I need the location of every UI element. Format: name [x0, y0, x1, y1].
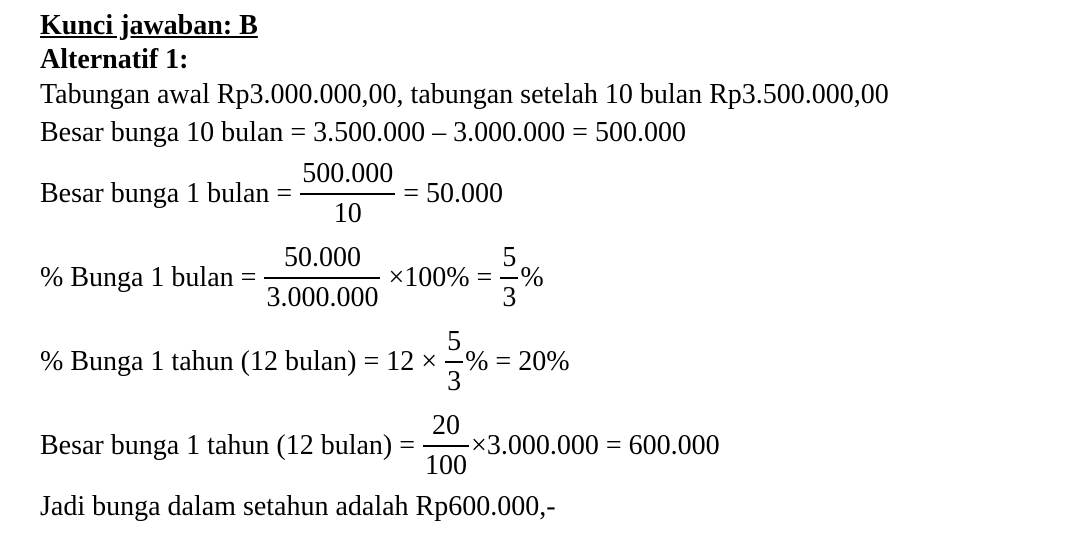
answer-document [40, 8, 1070, 526]
eq1-fraction [300, 155, 395, 233]
eq4-fraction [423, 407, 469, 485]
eq1-lhs: Besar bunga 1 bulan = [40, 178, 293, 209]
interest-10-months-line: Besar bunga 10 bulan = 3.500.000 – 3.000.000 = 500.000 [40, 117, 686, 148]
eq3-lhs: % Bunga 1 tahun (12 bulan) = 12 × [40, 346, 438, 377]
eq3-denominator: 3 [447, 366, 462, 397]
eq1-numerator: 500.000 [302, 158, 394, 189]
eq4-rhs: ×3.000.000 = 600.000 [471, 430, 720, 461]
eq2-mid: ×100% = [388, 262, 493, 293]
interest-1-year-equation [40, 404, 1070, 488]
percent-interest-1-month-equation [40, 236, 1070, 320]
eq2-numerator: 50.000 [283, 242, 361, 273]
eq3-rhs: % = 20% [465, 346, 570, 377]
alternative-heading: Alternatif 1: [40, 44, 189, 75]
eq2-result-denominator: 3 [502, 282, 517, 313]
percent-interest-1-year-equation [40, 320, 1070, 404]
eq1-denominator: 10 [333, 198, 362, 229]
eq2-result-numerator: 5 [502, 242, 517, 273]
eq2-result-fraction [500, 239, 518, 317]
eq2-fraction [264, 239, 380, 317]
answer-key-title: Kunci jawaban: B [40, 10, 258, 41]
eq2-rhs: % [520, 262, 544, 293]
interest-1-month-equation [40, 152, 1070, 236]
eq2-denominator: 3.000.000 [266, 282, 379, 313]
conclusion-line: Jadi bunga dalam setahun adalah Rp600.000,- [40, 491, 556, 522]
eq4-numerator: 20 [432, 410, 461, 441]
eq3-fraction [445, 323, 463, 401]
eq2-lhs: % Bunga 1 bulan = [40, 262, 257, 293]
savings-statement: Tabungan awal Rp3.000.000,00, tabungan setelah 10 bulan Rp3.500.000,00 [40, 79, 889, 110]
eq3-numerator: 5 [447, 326, 462, 357]
eq1-rhs: = 50.000 [403, 178, 503, 209]
eq4-denominator: 100 [425, 450, 468, 481]
eq4-lhs: Besar bunga 1 tahun (12 bulan) = [40, 430, 416, 461]
